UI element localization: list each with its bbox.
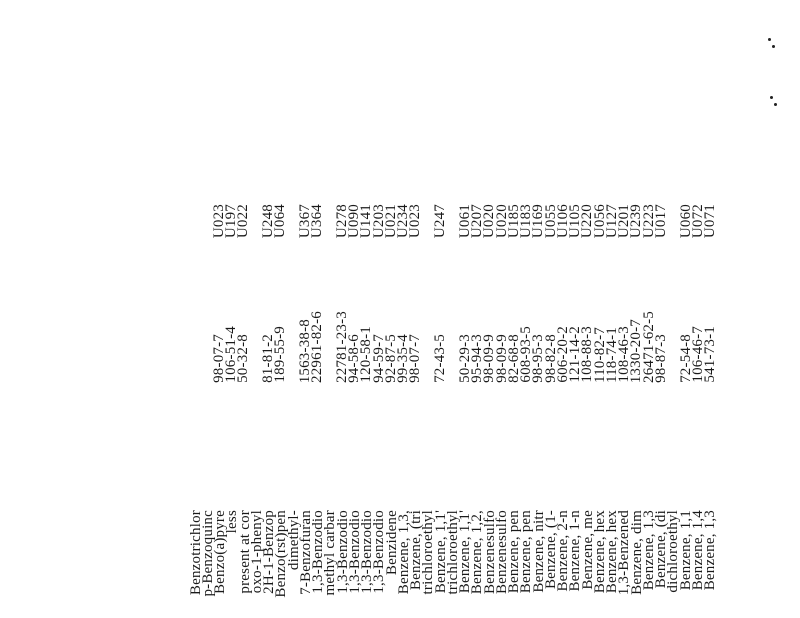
cas-number: 72-43-5	[432, 334, 448, 383]
waste-code: U234	[395, 203, 411, 238]
chemical-name: Benzene, hex	[604, 510, 620, 594]
chemical-name: Benzotrichlor	[187, 510, 204, 596]
chemical-name: Benzene, 1-n	[567, 510, 584, 592]
waste-code: U127	[603, 203, 620, 238]
cas-number: 98-07-7	[407, 334, 424, 383]
waste-code: U056	[591, 203, 608, 238]
cas-number: 50-29-3	[456, 334, 473, 383]
cas-number: 81-81-2	[259, 334, 276, 383]
chemical-name: Benzene, 1,1'	[432, 510, 449, 594]
cas-number: 98-07-7	[210, 334, 227, 383]
waste-code: U022	[235, 203, 251, 238]
cas-number: 189-55-9	[272, 326, 288, 383]
waste-code: U055	[542, 203, 559, 238]
chemical-name: 1,3-Benzodio	[310, 510, 326, 594]
waste-code: U072	[689, 203, 706, 238]
cas-number: 110-82-7	[591, 326, 608, 383]
waste-code: U183	[518, 203, 534, 238]
scan-speck	[772, 45, 775, 48]
cas-number: 95-94-3	[469, 334, 485, 383]
cas-number: 98-82-8	[542, 334, 559, 383]
chemical-name: 1,3-Benzodio	[334, 510, 351, 594]
chemical-name: Benzene, 1,4	[689, 510, 706, 591]
chemical-name: Benzene, 1,3	[702, 510, 718, 591]
cas-number: 106-51-4	[222, 326, 239, 383]
waste-code: U106	[554, 203, 571, 238]
waste-code: U248	[259, 203, 276, 238]
chemical-name: 2H-1-Benzop	[261, 510, 277, 594]
waste-code: U201	[616, 203, 632, 238]
chemical-name: Benzene, pen	[518, 510, 535, 594]
cas-number: 106-46-7	[689, 326, 706, 383]
chemical-name: Benzene, nitr	[530, 510, 547, 593]
waste-code: U364	[309, 203, 325, 238]
chemical-name: Benzene, hex	[591, 510, 608, 594]
chemical-name: 1,3-Benzodio	[371, 510, 388, 594]
cas-number: 98-87-3	[652, 334, 669, 383]
waste-code: U197	[222, 203, 239, 238]
cas-number: 82-68-8	[505, 334, 522, 383]
chemical-name: less	[224, 510, 241, 534]
waste-code: U020	[493, 203, 510, 238]
waste-code: U023	[210, 203, 227, 238]
scan-speck	[774, 103, 777, 106]
cas-number: 50-32-8	[235, 334, 251, 383]
chemical-name: Benzo(rst)pen	[273, 510, 290, 598]
cas-number: 99-35-4	[395, 334, 411, 383]
waste-code: U220	[579, 203, 596, 238]
cas-number: 22961-82-6	[309, 311, 325, 383]
waste-code: U141	[358, 203, 375, 238]
chemical-name: Benzenesulfo	[481, 510, 498, 595]
chemical-name: Benzene, 2-n	[555, 510, 571, 592]
cas-number: 108-46-3	[616, 326, 632, 383]
cas-number: 606-20-2	[554, 326, 571, 383]
waste-code: U247	[432, 203, 448, 238]
chemical-name: Benzidene	[383, 510, 400, 576]
chemical-name: present at cor	[236, 510, 253, 594]
waste-code: U203	[370, 203, 387, 238]
chemical-name: methyl carbar	[322, 510, 339, 596]
chemical-name: 1,3-Benzodio	[346, 510, 363, 594]
chemical-name: Benzene, (di	[653, 510, 669, 589]
cas-number: 118-74-1	[603, 326, 620, 383]
chemical-name: Benzene, pen	[506, 510, 522, 594]
chemical-name: 7-Benzofuran	[297, 510, 314, 595]
waste-code: U105	[567, 203, 583, 238]
waste-code: U023	[407, 203, 424, 238]
cas-number: 108-88-3	[579, 326, 596, 383]
waste-code: U090	[346, 203, 362, 238]
chemical-name: Benzene, 1,1'	[457, 510, 473, 594]
cas-number: 26471-62-5	[640, 311, 657, 383]
chemical-name: p-Benzoquinc	[199, 510, 216, 597]
chemical-name: Benzene, 1,3	[640, 510, 657, 591]
waste-code: U021	[382, 203, 399, 238]
cas-number: 608-93-5	[518, 326, 534, 383]
waste-code: U239	[628, 203, 645, 238]
cas-number: 1330-20-7	[628, 318, 645, 383]
chemical-name: Benzene, 1,2,	[469, 510, 486, 595]
waste-code: U020	[481, 203, 498, 238]
cas-number: 94-58-6	[346, 334, 362, 383]
cas-number: 120-58-1	[358, 326, 375, 383]
waste-code: U207	[469, 203, 485, 238]
scan-speck	[768, 38, 771, 41]
chemical-name: Benzene, dim	[628, 510, 645, 595]
cas-number: 98-09-9	[481, 334, 498, 383]
waste-code: U061	[456, 203, 473, 238]
waste-code: U278	[333, 203, 350, 238]
chemical-name: trichloroethyl	[444, 510, 461, 595]
chemical-name: dichloroethyl	[665, 510, 682, 593]
cas-number: 541-73-1	[702, 326, 718, 383]
chemical-name: Benzenesulfo	[493, 510, 510, 595]
cas-number: 121-14-2	[567, 326, 583, 383]
waste-code: U367	[296, 203, 313, 238]
chemical-name: Benzo(a)pyre	[212, 510, 228, 595]
cas-number: 98-09-9	[493, 334, 510, 383]
cas-number: 94-59-7	[370, 334, 387, 383]
cas-number: 22781-23-3	[333, 311, 350, 383]
chemical-name: Benzene, (1-	[542, 510, 559, 590]
scan-speck	[770, 96, 773, 99]
waste-code: U071	[702, 203, 718, 238]
chemical-name: oxo-1-phenyl	[248, 510, 265, 594]
waste-code: U185	[505, 203, 522, 238]
chemical-name: Benzene, 1,1	[677, 510, 694, 591]
cas-number: 1563-38-8	[296, 318, 313, 383]
waste-code: U064	[272, 203, 288, 238]
chemical-name: Benzene, (tri	[408, 510, 424, 591]
cas-number: 72-54-8	[677, 334, 694, 383]
chemical-name: 1,3-Benzodio	[359, 510, 375, 594]
chemical-name: Benzene, 1,3,	[395, 510, 412, 595]
waste-code: U017	[652, 203, 669, 238]
waste-code: U169	[530, 203, 547, 238]
cas-number: 98-95-3	[530, 334, 547, 383]
waste-code: U223	[640, 203, 657, 238]
chemical-name: trichloroethyl	[420, 510, 437, 595]
chemical-name: 1,3-Benzened	[616, 510, 633, 596]
chemical-name: dimethyl-	[285, 510, 302, 571]
chemical-name: Benzene, me	[579, 510, 596, 590]
cas-number: 92-87-5	[382, 334, 399, 383]
waste-code: U060	[677, 203, 694, 238]
